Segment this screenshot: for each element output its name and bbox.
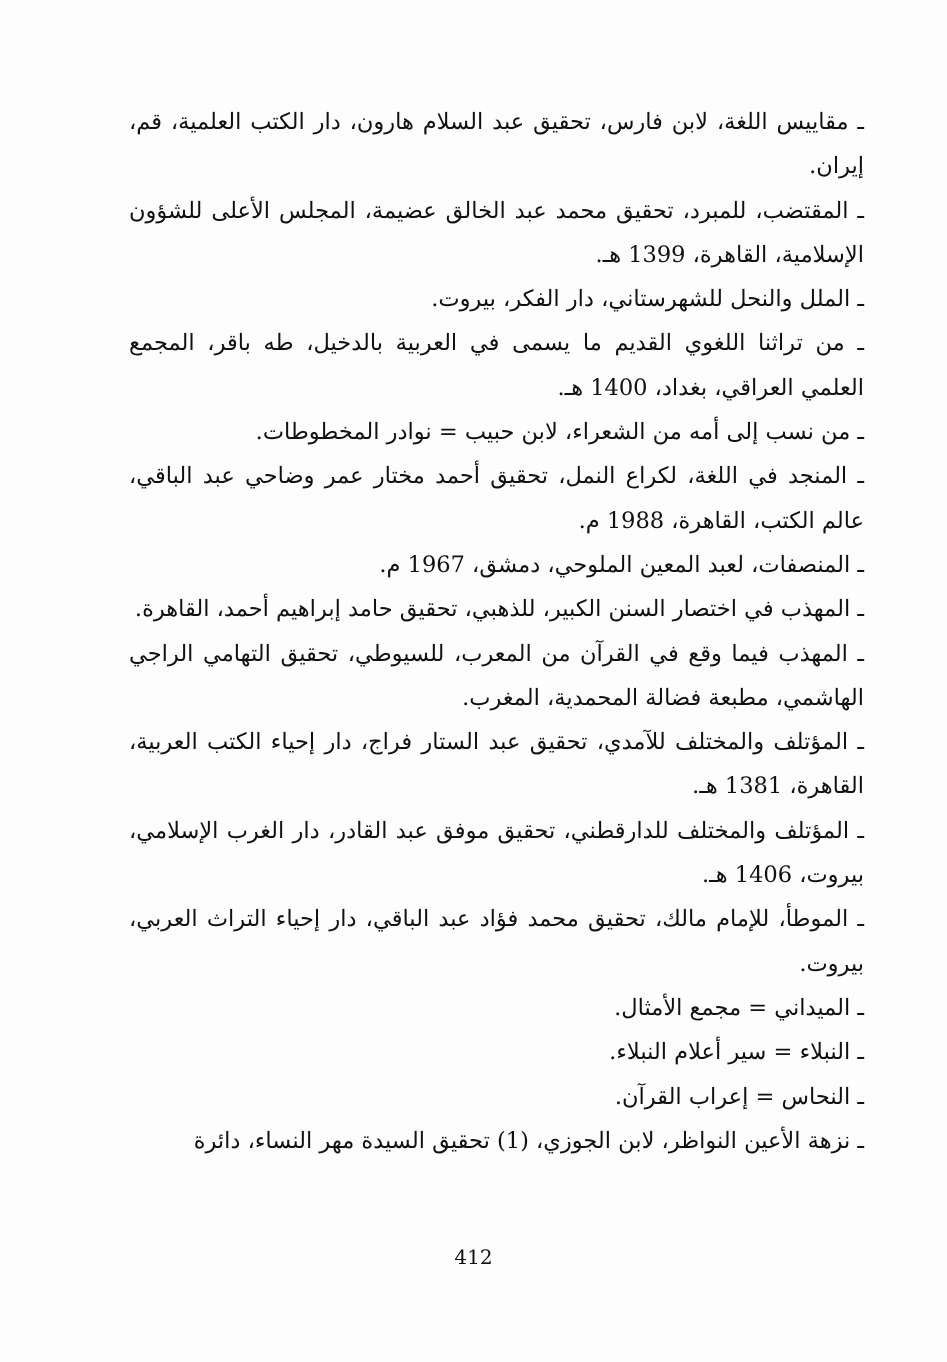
entry-text: ـ الميداني = مجمع الأمثال. xyxy=(614,994,864,1021)
bibliography-entry xyxy=(129,100,864,189)
bibliography-list xyxy=(129,100,864,1163)
bibliography-entry xyxy=(129,632,864,721)
entry-text: ـ من تراثنا اللغوي القديم ما يسمى في العربية بالدخيل، طه باقر، المجمع العلمي العراقي، بغداد، 1400 هـ. xyxy=(129,330,864,401)
bibliography-entry xyxy=(129,277,864,321)
entry-text: ـ المنصفات، لعبد المعين الملوحي، دمشق، 1967 م. xyxy=(379,551,864,578)
bibliography-entry xyxy=(129,189,864,278)
bibliography-entry xyxy=(129,543,864,587)
bibliography-entry xyxy=(129,410,864,454)
bibliography-entry xyxy=(129,986,864,1030)
bibliography-entry xyxy=(129,587,864,631)
entry-text: ـ المؤتلف والمختلف للدارقطني، تحقيق موفق عبد القادر، دار الغرب الإسلامي، بيروت، 1406 هـ. xyxy=(129,817,864,889)
bibliography-entry xyxy=(129,1075,864,1119)
entry-text: ـ المقتضب، للمبرد، تحقيق محمد عبد الخالق عضيمة، المجلس الأعلى للشؤون الإسلامية، القاهرة، 1399 هـ. xyxy=(129,197,864,268)
bibliography-entry xyxy=(129,809,864,898)
entry-text: ـ المؤتلف والمختلف للآمدي، تحقيق عبد الستار فراج، دار إحياء الكتب العربية، القاهرة، 1381 هـ. xyxy=(129,729,864,800)
entry-text: ـ من نسب إلى أمه من الشعراء، لابن حبيب = نوادر المخطوطات. xyxy=(255,419,864,446)
bibliography-entry xyxy=(129,454,864,543)
bibliography-entry xyxy=(129,1119,864,1163)
entry-text: ـ نزهة الأعين النواظر، لابن الجوزي، (1) تحقيق السيدة مهر النساء، دائرة xyxy=(193,1127,864,1154)
entry-text: ـ المنجد في اللغة، لكراع النمل، تحقيق أحمد مختار عمر وضاحي عبد الباقي، عالم الكتب، القاهرة، 1988 م. xyxy=(129,463,864,534)
entry-text: ـ مقاييس اللغة، لابن فارس، تحقيق عبد السلام هارون، دار الكتب العلمية، قم، إيران. xyxy=(129,109,864,180)
entry-text: ـ الموطأ، للإمام مالك، تحقيق محمد فؤاد عبد الباقي، دار إحياء التراث العربي، بيروت. xyxy=(129,906,864,977)
entry-text: ـ المهذب فيما وقع في القرآن من المعرب، للسيوطي، تحقيق التهامي الراجي الهاشمي، مطبعة فضالة المحمدية، المغرب. xyxy=(129,640,864,711)
bibliography-entry xyxy=(129,321,864,410)
entry-text: ـ الملل والنحل للشهرستاني، دار الفكر، بيروت. xyxy=(431,286,864,313)
bibliography-entry xyxy=(129,1030,864,1074)
bibliography-entry xyxy=(129,720,864,809)
page-number: 412 xyxy=(454,1245,493,1269)
entry-text: ـ النحاس = إعراب القرآن. xyxy=(614,1083,864,1110)
bibliography-entry xyxy=(129,897,864,986)
entry-text: ـ النبلاء = سير أعلام النبلاء. xyxy=(609,1039,864,1066)
entry-text: ـ المهذب في اختصار السنن الكبير، للذهبي، تحقيق حامد إبراهيم أحمد، القاهرة. xyxy=(134,596,864,623)
